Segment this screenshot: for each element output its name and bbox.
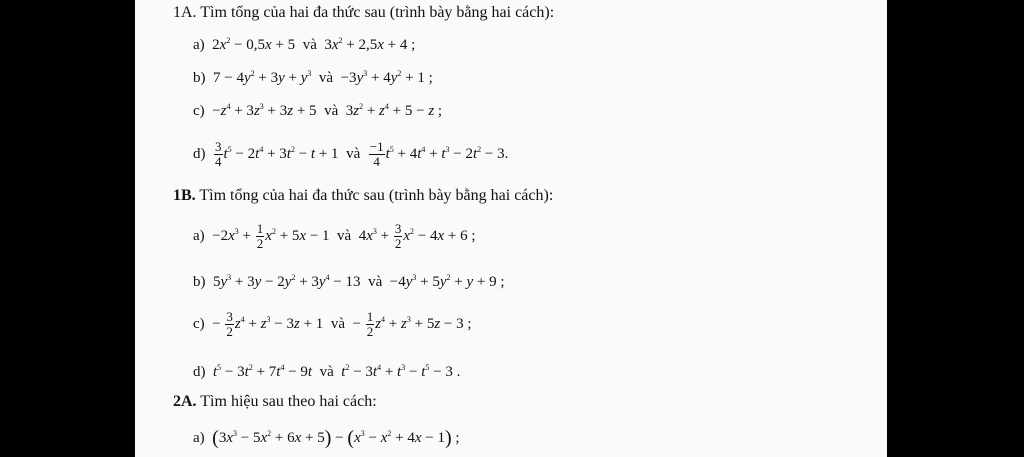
polynomial: $2x^2 - 0,5x + 5$ — [212, 36, 296, 53]
problem-1a-a — [193, 36, 415, 54]
polynomial: − $\frac{3}{2}$ $z^4 + z^3 - 3z + 1$ — [212, 309, 324, 340]
heading-1a — [173, 4, 554, 22]
heading-1b — [173, 187, 553, 205]
heading-2a-text: Tìm hiệu sau theo hai cách: — [196, 393, 377, 410]
polynomial: $\frac{3}{4}$ $t^5 - 2t^4 + 3t^2 - t + 1$ — [215, 139, 339, 170]
polynomial: $3z^2 + z^4 + 5 - z$ ; — [345, 102, 443, 119]
polynomial: $t^5 - 3t^2 + 7t^4 - 9t$ — [213, 363, 313, 380]
conjunction: và — [302, 37, 317, 53]
heading-1b-label: 1B. — [173, 187, 196, 204]
item-label: b) — [193, 274, 206, 290]
item-label: a) — [193, 228, 205, 244]
conjunction: và — [330, 316, 345, 332]
conjunction: và — [319, 364, 334, 380]
polynomial: $-z^4 + 3z^3 + 3z + 5$ — [212, 102, 317, 119]
item-label: c) — [193, 103, 205, 119]
polynomial: $-4y^3 + 5y^2 + y + 9$ ; — [389, 273, 505, 290]
heading-1a-text: Tìm tổng của hai đa thức sau (trình bày bằng hai cách): — [196, 4, 555, 21]
item-label: c) — [193, 316, 205, 332]
polynomial: $-2x^3$ + $\frac{1}{2}$ $x^2 + 5x - 1$ — [212, 221, 330, 252]
problem-1b-a — [193, 219, 476, 253]
conjunction: và — [337, 228, 352, 244]
heading-1a-label: 1A. — [173, 4, 197, 21]
expression: $(3x^3 - 5x^2 + 6x + 5) - (x^3 - x^2 + 4x - 1)$ ; — [212, 427, 460, 449]
conjunction: và — [318, 70, 334, 86]
polynomial: $4x^3$ + $\frac{3}{2}$ $x^2 - 4x + 6$ ; — [358, 221, 476, 252]
polynomial: $-3y^3 + 4y^2 + 1$ ; — [340, 69, 433, 86]
problem-1a-b — [193, 69, 433, 87]
problem-1a-c — [193, 102, 442, 120]
item-label: b) — [193, 70, 206, 86]
polynomial: $5y^3 + 3y - 2y^2 + 3y^4 - 13$ — [213, 273, 361, 290]
document-page — [135, 0, 887, 457]
item-label: a) — [193, 37, 205, 53]
heading-2a-label: 2A. — [173, 393, 197, 410]
item-label: a) — [193, 430, 205, 446]
problem-1b-c — [193, 307, 472, 341]
item-label: d) — [193, 364, 206, 380]
problem-1b-d — [193, 363, 460, 381]
polynomial: − $\frac{1}{2}$ $z^4 + z^3 + 5z - 3$ ; — [352, 309, 472, 340]
polynomial: $t^2 - 3t^4 + t^3 - t^5 - 3$ . — [341, 363, 461, 380]
polynomial: $\frac{-1}{4}$ $t^5 + 4t^4 + t^3 - 2t^2 - 3$. — [369, 139, 509, 170]
item-label: d) — [193, 146, 206, 162]
conjunction: và — [368, 274, 383, 290]
conjunction: và — [324, 103, 339, 119]
heading-1b-text: Tìm tổng của hai đa thức sau (trình bày bằng hai cách): — [195, 187, 554, 204]
heading-2a — [173, 393, 377, 411]
polynomial: $7 - 4y^2 + 3y + y^3$ — [213, 69, 312, 86]
polynomial: $3x^2 + 2,5x + 4$ ; — [324, 36, 416, 53]
problem-1a-d — [193, 137, 508, 171]
problem-1b-b — [193, 273, 505, 291]
conjunction: và — [346, 146, 361, 162]
problem-2a-a — [193, 426, 460, 450]
